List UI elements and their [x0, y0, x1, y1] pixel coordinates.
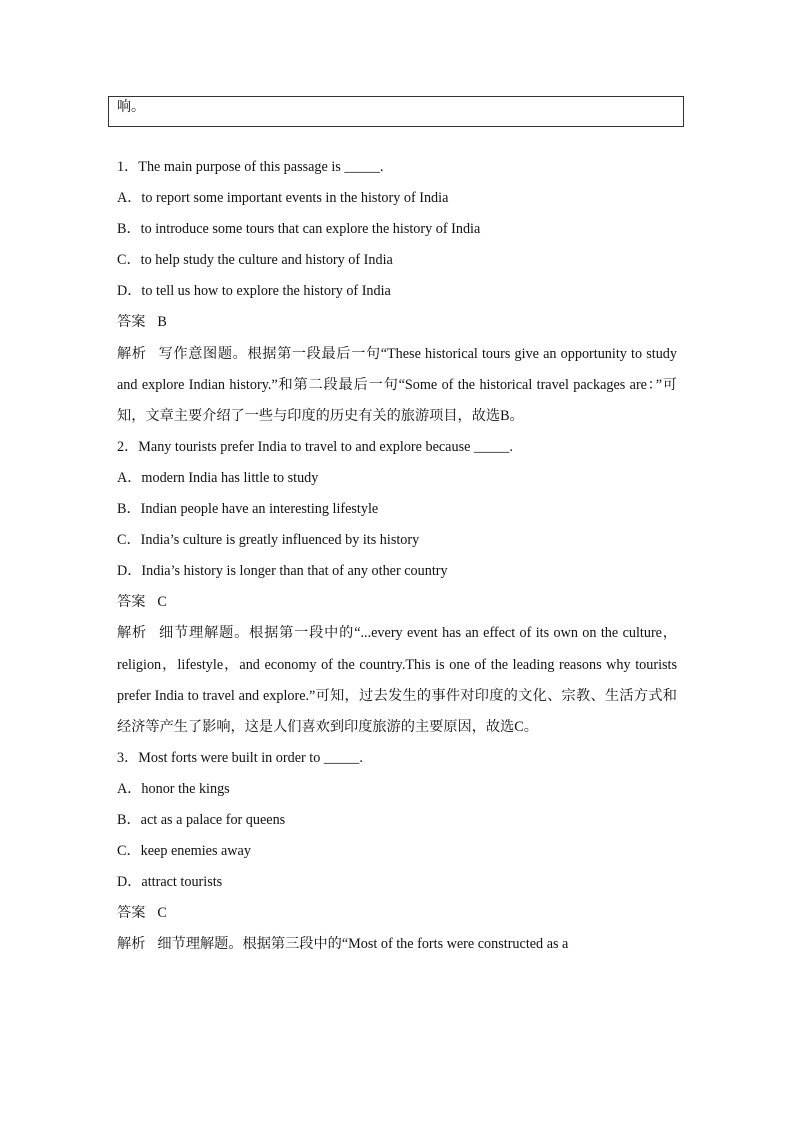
- question-1: [117, 152, 677, 432]
- analysis-label: 解析: [117, 345, 147, 362]
- analysis-label: 解析: [117, 936, 146, 953]
- analysis-row: [117, 339, 677, 432]
- option-b: B．Indian people have an interesting lifestyle: [117, 501, 379, 518]
- option-d: D．India’s history is longer than that of any other country: [117, 563, 448, 580]
- question-2: [117, 432, 677, 743]
- answer-label: 答案: [117, 594, 146, 611]
- analysis-row: [117, 929, 677, 960]
- answer-row: [117, 898, 677, 929]
- option-b: B．act as a palace for queens: [117, 811, 286, 828]
- answer-row: [117, 307, 677, 338]
- answer-value: C: [157, 594, 167, 611]
- option-d: D．attract tourists: [117, 874, 223, 891]
- question-stem: 3．Most forts were built in order to _____.: [117, 749, 363, 766]
- answer-value: C: [157, 905, 167, 922]
- analysis-row: [117, 618, 677, 742]
- question-stem: 2．Many tourists prefer India to travel to and explore because _____.: [117, 438, 513, 455]
- analysis-text: 细节理解题。根据第一段中的“...every event has an effect of its own on the culture，religion，lifestyle，and economy of the country.This is one of the leading reasons why tourists prefer India to travel and explore.”可知，过去发生的事件对印度的文化、宗教、生活方式和经济等产生了影响，这是人们喜欢到印度旅游的主要原因，故选C。: [117, 625, 677, 735]
- question-list: [117, 152, 677, 960]
- analysis-text: 细节理解题。根据第三段中的“Most of the forts were constructed as a: [157, 936, 569, 953]
- answer-label: 答案: [117, 314, 146, 331]
- analysis-text: 写作意图题。根据第一段最后一句“These historical tours give an opportunity to study and explore Indian history.”和第二段最后一句“Some of the historical travel packages are：”可知，文章主要介绍了一些与印度的历史有关的旅游项目，故选B。: [117, 345, 677, 424]
- option-a: A．honor the kings: [117, 780, 230, 797]
- option-c: C．to help study the culture and history of India: [117, 252, 393, 269]
- analysis-label: 解析: [117, 625, 148, 642]
- option-c: C．keep enemies away: [117, 843, 251, 860]
- continued-analysis-text: 响。: [117, 100, 145, 115]
- option-a: A．to report some important events in the history of India: [117, 190, 449, 207]
- question-3: [117, 743, 677, 961]
- option-b: B．to introduce some tours that can explore the history of India: [117, 221, 481, 238]
- option-d: D．to tell us how to explore the history of India: [117, 283, 391, 300]
- answer-row: [117, 587, 677, 618]
- answer-label: 答案: [117, 905, 146, 922]
- option-a: A．modern India has little to study: [117, 469, 319, 486]
- answer-value: B: [157, 314, 167, 331]
- question-stem: 1．The main purpose of this passage is _____.: [117, 159, 384, 175]
- continued-analysis-box: [108, 96, 684, 127]
- option-c: C．India’s culture is greatly influenced by its history: [117, 532, 420, 549]
